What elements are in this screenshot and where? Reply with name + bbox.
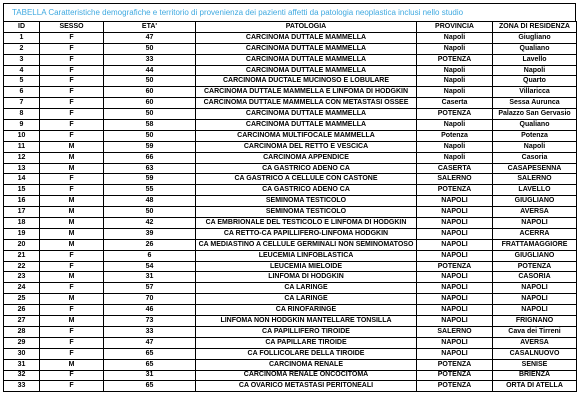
cell-id: 31 — [4, 359, 40, 370]
cell-id: 4 — [4, 65, 40, 76]
cell-age: 50 — [104, 130, 196, 141]
cell-sex: F — [40, 120, 104, 131]
cell-age: 59 — [104, 141, 196, 152]
cell-residence: Napoli — [493, 141, 577, 152]
cell-id: 26 — [4, 305, 40, 316]
cell-province: NAPOLI — [417, 294, 493, 305]
cell-residence: Napoli — [493, 65, 577, 76]
table-row — [4, 174, 577, 185]
cell-id: 27 — [4, 316, 40, 327]
cell-residence: Giugliano — [493, 32, 577, 43]
cell-province: NAPOLI — [417, 337, 493, 348]
cell-residence: Cava dei Tirreni — [493, 326, 577, 337]
table-row — [4, 98, 577, 109]
cell-pathology: CA RINOFARINGE — [196, 305, 417, 316]
cell-sex: F — [40, 381, 104, 392]
cell-pathology: CA LARINGE — [196, 283, 417, 294]
cell-residence: Qualiano — [493, 43, 577, 54]
cell-id: 24 — [4, 283, 40, 294]
cell-id: 22 — [4, 261, 40, 272]
table-row — [4, 283, 577, 294]
cell-residence: Quarto — [493, 76, 577, 87]
cell-sex: M — [40, 359, 104, 370]
cell-sex: M — [40, 152, 104, 163]
table-row — [4, 228, 577, 239]
cell-pathology: CARCINOMA DUTTALE MAMMELLA — [196, 32, 417, 43]
cell-age: 57 — [104, 283, 196, 294]
cell-sex: F — [40, 109, 104, 120]
cell-id: 5 — [4, 76, 40, 87]
cell-id: 14 — [4, 174, 40, 185]
cell-province: NAPOLI — [417, 207, 493, 218]
cell-age: 60 — [104, 87, 196, 98]
cell-sex: F — [40, 250, 104, 261]
header-id: ID — [4, 22, 40, 33]
cell-id: 6 — [4, 87, 40, 98]
cell-id: 33 — [4, 381, 40, 392]
header-province: PROVINCIA — [417, 22, 493, 33]
cell-residence: Lavello — [493, 54, 577, 65]
cell-province: POTENZA — [417, 261, 493, 272]
cell-residence: ACERRA — [493, 228, 577, 239]
cell-province: Potenza — [417, 130, 493, 141]
table-row — [4, 305, 577, 316]
cell-province: Caserta — [417, 98, 493, 109]
cell-province: POTENZA — [417, 185, 493, 196]
cell-sex: F — [40, 32, 104, 43]
table-row — [4, 87, 577, 98]
cell-sex: F — [40, 76, 104, 87]
cell-residence: BRIENZA — [493, 370, 577, 381]
cell-age: 26 — [104, 239, 196, 250]
cell-pathology: LEUCEMIA MIELOIDE — [196, 261, 417, 272]
cell-province: SALERNO — [417, 174, 493, 185]
cell-residence: AVERSA — [493, 337, 577, 348]
cell-province: POTENZA — [417, 370, 493, 381]
cell-age: 63 — [104, 163, 196, 174]
table-row — [4, 250, 577, 261]
cell-id: 19 — [4, 228, 40, 239]
cell-pathology: CA RETTO-CA PAPILLIFERO-LINFOMA HODGKIN — [196, 228, 417, 239]
cell-province: NAPOLI — [417, 272, 493, 283]
cell-pathology: CA MEDIASTINO A CELLULE GERMINALI NON SEMINOMATOSO — [196, 239, 417, 250]
cell-pathology: CARCINOMA RENALE — [196, 359, 417, 370]
cell-sex: F — [40, 65, 104, 76]
cell-pathology: CA EMBRIONALE DEL TESTICOLO E LINFOMA DI HODGKIN — [196, 218, 417, 229]
cell-residence: Qualiano — [493, 120, 577, 131]
cell-residence: FRATTAMAGGIORE — [493, 239, 577, 250]
cell-pathology: CA LARINGE — [196, 294, 417, 305]
cell-id: 1 — [4, 32, 40, 43]
cell-pathology: CA OVARICO METASTASI PERITONEALI — [196, 381, 417, 392]
cell-id: 28 — [4, 326, 40, 337]
cell-residence: Palazzo San Gervasio — [493, 109, 577, 120]
cell-id: 3 — [4, 54, 40, 65]
table-row — [4, 326, 577, 337]
cell-pathology: CA GASTRICO ADENO CA — [196, 163, 417, 174]
cell-pathology: CA GASTRICO ADENO CA — [196, 185, 417, 196]
cell-age: 47 — [104, 337, 196, 348]
table-row — [4, 54, 577, 65]
cell-id: 23 — [4, 272, 40, 283]
cell-pathology: CARCINOMA DUTTALE MAMMELLA E LINFOMA DI HODGKIN — [196, 87, 417, 98]
cell-province: Napoli — [417, 65, 493, 76]
cell-residence: FRIGNANO — [493, 316, 577, 327]
cell-age: 47 — [104, 32, 196, 43]
cell-age: 6 — [104, 250, 196, 261]
cell-id: 21 — [4, 250, 40, 261]
cell-pathology: CARCINOMA DUTTALE MAMMELLA CON METASTASI OSSEE — [196, 98, 417, 109]
cell-age: 55 — [104, 185, 196, 196]
cell-age: 73 — [104, 316, 196, 327]
cell-id: 2 — [4, 43, 40, 54]
cell-age: 44 — [104, 65, 196, 76]
cell-sex: M — [40, 272, 104, 283]
cell-sex: F — [40, 87, 104, 98]
cell-age: 66 — [104, 152, 196, 163]
table-row — [4, 130, 577, 141]
cell-pathology: SEMINOMA TESTICOLO — [196, 207, 417, 218]
cell-residence: CASORIA — [493, 272, 577, 283]
cell-sex: F — [40, 98, 104, 109]
table-row — [4, 152, 577, 163]
table-row — [4, 120, 577, 131]
cell-province: Napoli — [417, 152, 493, 163]
cell-pathology: CA FOLLICOLARE DELLA TIROIDE — [196, 348, 417, 359]
cell-province: POTENZA — [417, 109, 493, 120]
cell-sex: M — [40, 141, 104, 152]
cell-id: 11 — [4, 141, 40, 152]
cell-pathology: SEMINOMA TESTICOLO — [196, 196, 417, 207]
cell-id: 16 — [4, 196, 40, 207]
table-row — [4, 294, 577, 305]
table-row — [4, 337, 577, 348]
cell-sex: F — [40, 370, 104, 381]
cell-sex: F — [40, 43, 104, 54]
cell-age: 54 — [104, 261, 196, 272]
cell-age: 65 — [104, 381, 196, 392]
cell-province: NAPOLI — [417, 239, 493, 250]
cell-sex: M — [40, 218, 104, 229]
cell-province: Napoli — [417, 87, 493, 98]
cell-residence: NAPOLI — [493, 283, 577, 294]
cell-sex: M — [40, 163, 104, 174]
patients-table — [3, 21, 577, 392]
cell-sex: F — [40, 305, 104, 316]
cell-id: 32 — [4, 370, 40, 381]
cell-residence: NAPOLI — [493, 218, 577, 229]
table-row — [4, 76, 577, 87]
cell-pathology: CARCINOMA DUCTALE MUCINOSO E LOBULARE — [196, 76, 417, 87]
cell-province: POTENZA — [417, 54, 493, 65]
cell-id: 7 — [4, 98, 40, 109]
cell-residence: NAPOLI — [493, 305, 577, 316]
cell-id: 8 — [4, 109, 40, 120]
cell-residence: AVERSA — [493, 207, 577, 218]
cell-sex: M — [40, 239, 104, 250]
cell-id: 15 — [4, 185, 40, 196]
cell-age: 70 — [104, 294, 196, 305]
cell-province: POTENZA — [417, 359, 493, 370]
table-row — [4, 43, 577, 54]
cell-id: 20 — [4, 239, 40, 250]
cell-residence: LAVELLO — [493, 185, 577, 196]
cell-residence: Casoria — [493, 152, 577, 163]
cell-pathology: LEUCEMIA LINFOBLASTICA — [196, 250, 417, 261]
cell-residence: Sessa Aurunca — [493, 98, 577, 109]
cell-sex: F — [40, 54, 104, 65]
cell-id: 12 — [4, 152, 40, 163]
cell-province: CASERTA — [417, 163, 493, 174]
cell-province: Napoli — [417, 32, 493, 43]
cell-sex: F — [40, 174, 104, 185]
cell-pathology: CARCINOMA MULTIFOCALE MAMMELLA — [196, 130, 417, 141]
cell-pathology: CA PAPILLIFERO TIROIDE — [196, 326, 417, 337]
table-row — [4, 65, 577, 76]
cell-residence: POTENZA — [493, 261, 577, 272]
table-row — [4, 32, 577, 43]
cell-province: Napoli — [417, 43, 493, 54]
cell-residence: CASAPESENNA — [493, 163, 577, 174]
cell-id: 29 — [4, 337, 40, 348]
cell-sex: F — [40, 283, 104, 294]
cell-province: NAPOLI — [417, 250, 493, 261]
cell-province: Napoli — [417, 120, 493, 131]
cell-residence: Villaricca — [493, 87, 577, 98]
cell-sex: M — [40, 207, 104, 218]
cell-province: Napoli — [417, 76, 493, 87]
table-row — [4, 381, 577, 392]
cell-age: 58 — [104, 120, 196, 131]
table-row — [4, 163, 577, 174]
table-row — [4, 141, 577, 152]
cell-pathology: CARCINOMA DUTTALE MAMMELLA — [196, 54, 417, 65]
cell-age: 33 — [104, 326, 196, 337]
cell-age: 33 — [104, 54, 196, 65]
cell-pathology: CARCINOMA DEL RETTO E VESCICA — [196, 141, 417, 152]
table-header-row — [4, 22, 577, 33]
table-row — [4, 185, 577, 196]
cell-residence: SENISE — [493, 359, 577, 370]
cell-province: POTENZA — [417, 381, 493, 392]
cell-age: 65 — [104, 348, 196, 359]
cell-age: 60 — [104, 98, 196, 109]
cell-province: NAPOLI — [417, 348, 493, 359]
cell-residence: GIUGLIANO — [493, 250, 577, 261]
table-body — [4, 32, 577, 391]
cell-residence: SALERNO — [493, 174, 577, 185]
cell-age: 46 — [104, 305, 196, 316]
cell-sex: F — [40, 130, 104, 141]
cell-id: 18 — [4, 218, 40, 229]
cell-residence: ORTA DI ATELLA — [493, 381, 577, 392]
table-row — [4, 109, 577, 120]
cell-age: 39 — [104, 228, 196, 239]
cell-id: 9 — [4, 120, 40, 131]
cell-residence: NAPOLI — [493, 294, 577, 305]
cell-pathology: CARCINOMA DUTTALE MAMMELLA — [196, 120, 417, 131]
cell-id: 10 — [4, 130, 40, 141]
cell-province: SALERNO — [417, 326, 493, 337]
cell-sex: M — [40, 196, 104, 207]
cell-province: NAPOLI — [417, 196, 493, 207]
cell-age: 50 — [104, 43, 196, 54]
cell-sex: M — [40, 228, 104, 239]
cell-age: 65 — [104, 359, 196, 370]
cell-residence: Potenza — [493, 130, 577, 141]
cell-province: Napoli — [417, 141, 493, 152]
cell-id: 17 — [4, 207, 40, 218]
cell-pathology: CA GASTRICO A CELLULE CON CASTONE — [196, 174, 417, 185]
cell-pathology: CARCINOMA DUTTALE MAMMELLA — [196, 43, 417, 54]
cell-sex: M — [40, 316, 104, 327]
cell-id: 13 — [4, 163, 40, 174]
cell-sex: F — [40, 326, 104, 337]
table-row — [4, 207, 577, 218]
cell-province: NAPOLI — [417, 305, 493, 316]
cell-age: 50 — [104, 109, 196, 120]
cell-age: 50 — [104, 207, 196, 218]
cell-id: 30 — [4, 348, 40, 359]
table-row — [4, 218, 577, 229]
cell-id: 25 — [4, 294, 40, 305]
cell-sex: F — [40, 185, 104, 196]
cell-age: 48 — [104, 196, 196, 207]
cell-pathology: CA PAPILLARE TIROIDE — [196, 337, 417, 348]
table-row — [4, 359, 577, 370]
table-row — [4, 370, 577, 381]
cell-pathology: LINFOMA DI HODGKIN — [196, 272, 417, 283]
header-age: ETA' — [104, 22, 196, 33]
cell-pathology: CARCINOMA APPENDICE — [196, 152, 417, 163]
header-sex: SESSO — [40, 22, 104, 33]
cell-sex: F — [40, 337, 104, 348]
cell-province: NAPOLI — [417, 228, 493, 239]
table-row — [4, 272, 577, 283]
table-title: TABELLA Caratteristiche demografiche e territorio di provenienza dei pazienti affetti da patologia neoplastica inclusi nello studio — [3, 3, 576, 21]
cell-pathology: CARCINOMA DUTTALE MAMMELLA — [196, 109, 417, 120]
cell-province: NAPOLI — [417, 316, 493, 327]
cell-sex: F — [40, 261, 104, 272]
table-row — [4, 196, 577, 207]
cell-age: 50 — [104, 76, 196, 87]
cell-province: NAPOLI — [417, 218, 493, 229]
cell-sex: M — [40, 294, 104, 305]
cell-pathology: CARCINOMA RENALE ONCOCITOMA — [196, 370, 417, 381]
cell-sex: F — [40, 348, 104, 359]
table-row — [4, 261, 577, 272]
cell-pathology: LINFOMA NON HODGKIN MANTELLARE TONSILLA — [196, 316, 417, 327]
table-row — [4, 316, 577, 327]
header-residence: ZONA DI RESIDENZA — [493, 22, 577, 33]
cell-residence: GIUGLIANO — [493, 196, 577, 207]
table-row — [4, 348, 577, 359]
cell-age: 31 — [104, 370, 196, 381]
cell-residence: CASALNUOVO — [493, 348, 577, 359]
cell-age: 31 — [104, 272, 196, 283]
cell-pathology: CARCINOMA DUTTALE MAMMELLA — [196, 65, 417, 76]
header-pathology: PATOLOGIA — [196, 22, 417, 33]
cell-age: 42 — [104, 218, 196, 229]
demographics-table-container — [3, 3, 576, 392]
cell-age: 59 — [104, 174, 196, 185]
cell-province: NAPOLI — [417, 283, 493, 294]
table-row — [4, 239, 577, 250]
